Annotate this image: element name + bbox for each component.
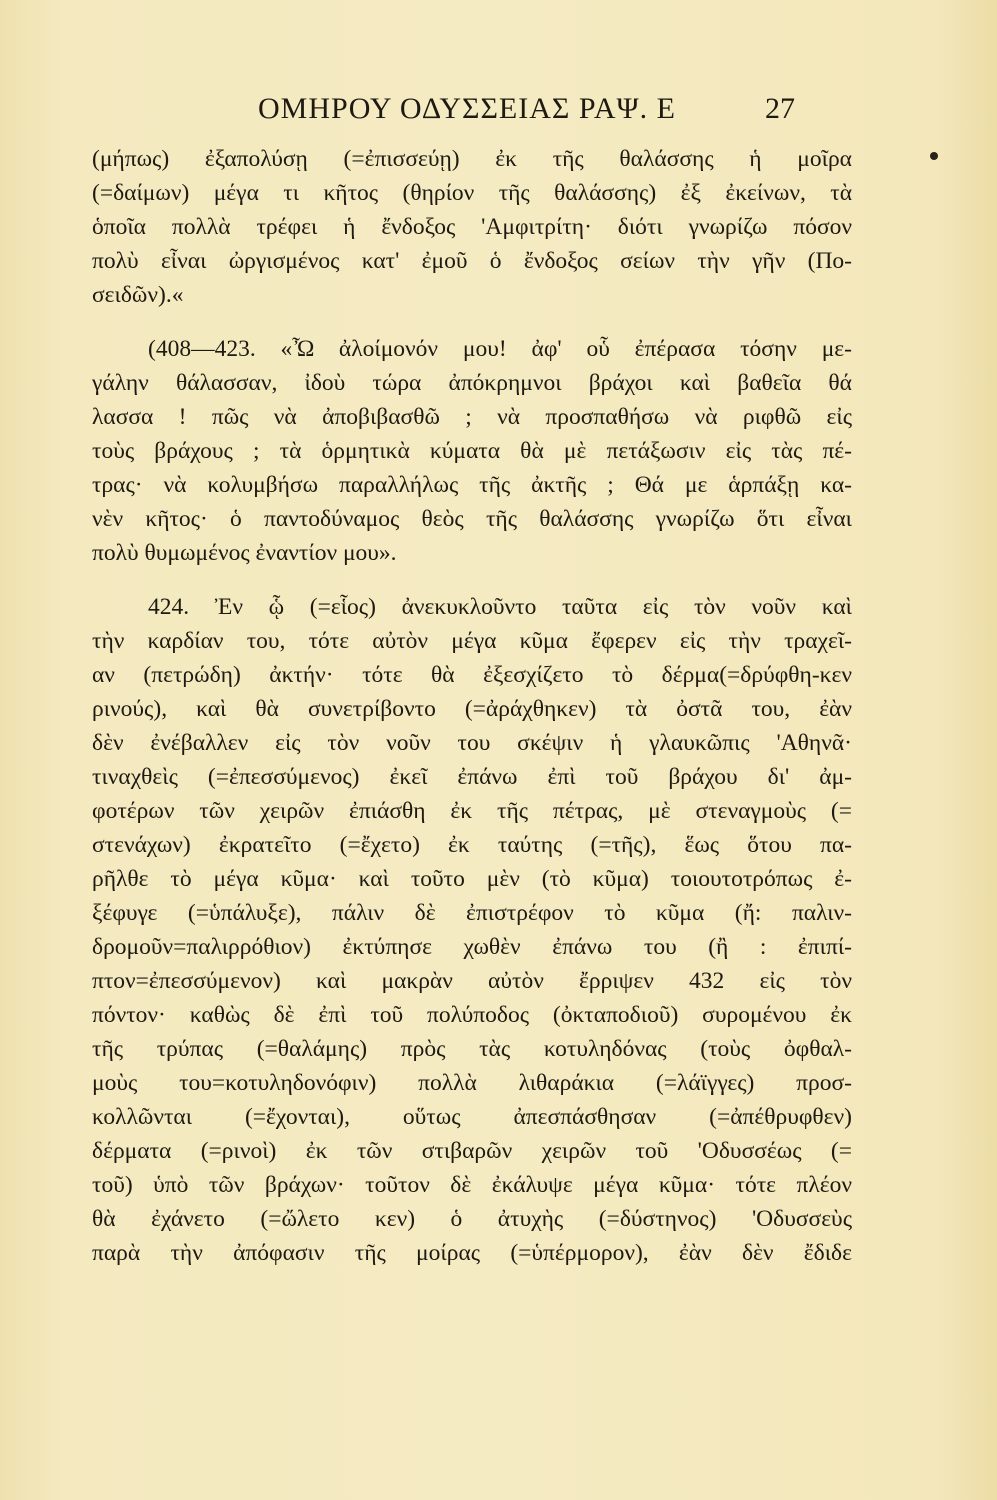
text-line: σειδῶν).« xyxy=(92,282,184,308)
text-line: παρὰ τὴν ἀπόφασιν τῆς μοίρας (=ὑπέρμορον), ἐὰν δὲν ἔδιδε xyxy=(92,1240,852,1266)
text-line: τρας· νὰ κολυμβήσω παραλλήλως τῆς ἀκτῆς ; Θά με ἁρπάξῃ κα- xyxy=(92,472,852,498)
text-line: ὁποῖα πολλὰ τρέφει ἡ ἔνδοξος 'Αμφιτρίτη· διότι γνωρίζω πόσον xyxy=(92,214,852,240)
text-line: (408—423. «Ὦ ἀλοίμονόν μου! ἀφ' οὗ ἐπέρασα τόσην με- xyxy=(148,336,852,362)
text-line: (μήπως) ἐξαπολύσῃ (=ἐπισσεύῃ) ἐκ τῆς θαλάσσης ἡ μοῖρα xyxy=(92,146,852,172)
text-line: πολὺ εἶναι ὠργισμένος κατ' ἐμοῦ ὁ ἔνδοξος σείων τὴν γῆν (Πο- xyxy=(92,248,852,274)
text-line: μοὺς του=κοτυληδονόφιν) πολλὰ λιθαράκια (=λάϊγγες) προσ- xyxy=(92,1070,852,1096)
text-line: νὲν κῆτος· ὁ παντοδύναμος θεὸς τῆς θαλάσσης γνωρίζω ὅτι εἶναι xyxy=(92,506,852,532)
text-line: τοῦ) ὑπὸ τῶν βράχων· τοῦτον δὲ ἐκάλυψε μέγα κῦμα· τότε πλέον xyxy=(92,1172,852,1198)
text-line: ρινούς), καὶ θὰ συνετρίβοντο (=ἀράχθηκεν) τὰ ὀστᾶ του, ἐὰν xyxy=(92,696,852,722)
text-line: τοὺς βράχους ; τὰ ὁρμητικὰ κύματα θὰ μὲ πετάξωσιν εἰς τὰς πέ- xyxy=(92,438,852,464)
text-line: γάλην θάλασσαν, ἰδοὺ τώρα ἀπόκρημνοι βράχοι καὶ βαθεῖα θά xyxy=(92,370,852,396)
text-line: (=δαίμων) μέγα τι κῆτος (θηρίον τῆς θαλάσσης) ἐξ ἐκείνων, τὰ xyxy=(92,180,852,206)
text-line: δέρματα (=ρινοὶ) ἐκ τῶν στιβαρῶν χειρῶν τοῦ 'Οδυσσέως (= xyxy=(92,1138,852,1164)
paragraph-1 xyxy=(92,142,852,312)
text-line: πολὺ θυμωμένος ἐναντίον μου». xyxy=(92,540,397,566)
text-line: δρομοῦν=παλιρρόθιον) ἐκτύπησε χωθὲν ἐπάνω του (ἢ : ἐπιπί- xyxy=(92,934,852,960)
text-line: ξέφυγε (=ὑπάλυξε), πάλιν δὲ ἐπιστρέφον τὸ κῦμα (ἤ: παλιν- xyxy=(92,900,852,926)
page-header xyxy=(0,92,997,132)
text-line: θὰ ἐχάνετο (=ὤλετο κεν) ὁ ἀτυχὴς (=δύστηνος) 'Οδυσσεὺς xyxy=(92,1206,852,1232)
text-line: ρῆλθε τὸ μέγα κῦμα· καὶ τοῦτο μὲν (τὸ κῦμα) τοιουτοτρόπως ἐ- xyxy=(92,866,852,892)
text-line: 424. Ἐν ᾧ (=εἷος) ἀνεκυκλοῦντο ταῦτα εἰς τὸν νοῦν καὶ xyxy=(148,594,852,620)
body-text xyxy=(92,142,852,1270)
text-line: αν (πετρώδη) ἀκτήν· τότε θὰ ἐξεσχίζετο τὸ δέρμα(=δρύφθη-κεν xyxy=(92,662,852,688)
text-line: κολλῶνται (=ἔχονται), οὕτως ἀπεσπάσθησαν (=ἀπέθρυφθεν) xyxy=(92,1104,852,1130)
text-line: τιναχθεὶς (=ἐπεσσύμενος) ἐκεῖ ἐπάνω ἐπὶ τοῦ βράχου δι' ἀμ- xyxy=(92,764,852,790)
text-line: δὲν ἐνέβαλλεν εἰς τὸν νοῦν του σκέψιν ἡ γλαυκῶπις 'Αθηνᾶ· xyxy=(92,730,852,756)
text-line: φοτέρων τῶν χειρῶν ἐπιάσθη ἐκ τῆς πέτρας, μὲ στεναγμοὺς (= xyxy=(92,798,852,824)
ink-dot xyxy=(930,152,938,160)
running-title: ΟΜΗΡΟΥ ΟΔΥΣΣΕΙΑΣ ΡΑΨ. Ε xyxy=(258,92,676,125)
text-line: στενάχων) ἐκρατεῖτο (=ἔχετο) ἐκ ταύτης (=τῆς), ἕως ὅτου πα- xyxy=(92,832,852,858)
paragraph-2 xyxy=(92,332,852,570)
text-line: τῆς τρύπας (=θαλάμης) πρὸς τὰς κοτυληδόνας (τοὺς ὀφθαλ- xyxy=(92,1036,852,1062)
text-line: πτον=ἐπεσσύμενον) καὶ μακρὰν αὐτὸν ἔρριψεν 432 εἰς τὸν xyxy=(92,968,852,994)
paragraph-3 xyxy=(92,590,852,1270)
text-line: τὴν καρδίαν του, τότε αὐτὸν μέγα κῦμα ἔφερεν εἰς τὴν τραχεῖ- xyxy=(92,628,852,654)
text-line: πόντον· καθὼς δὲ ἐπὶ τοῦ πολύποδος (ὀκταποδιοῦ) συρομένου ἐκ xyxy=(92,1002,852,1028)
text-line: λασσα ! πῶς νὰ ἀποβιβασθῶ ; νὰ προσπαθήσω νὰ ριφθῶ εἰς xyxy=(92,404,852,430)
page-number: 27 xyxy=(765,92,795,125)
